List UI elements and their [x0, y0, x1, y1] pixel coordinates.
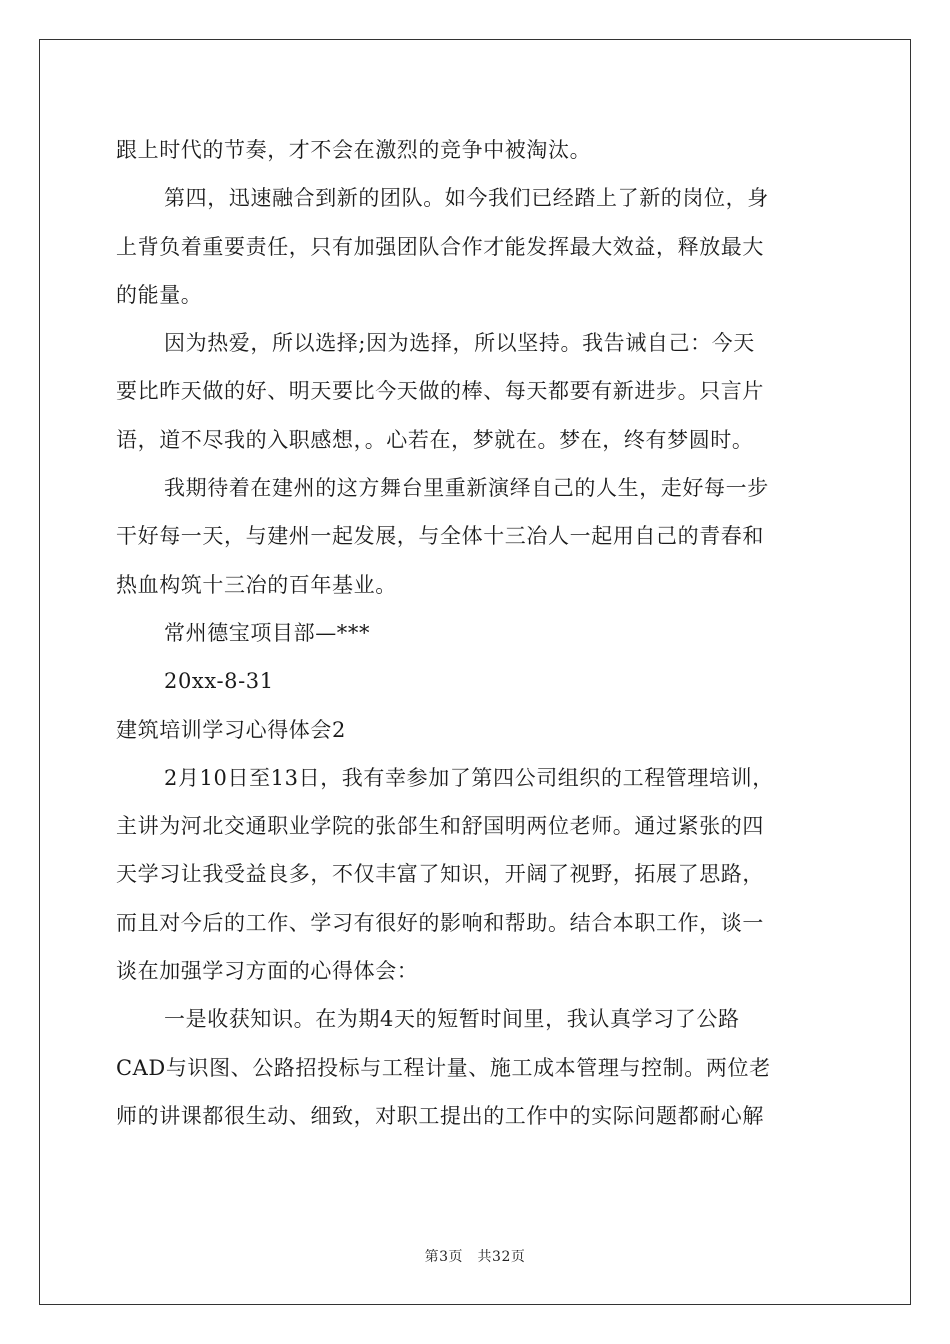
text-line: CAD与识图、公路招投标与工程计量、施工成本管理与控制。两位老	[116, 1055, 771, 1080]
text-line: 天学习让我受益良多，不仅丰富了知识，开阔了视野，拓展了思路，	[116, 862, 764, 887]
text-line: 语，道不尽我的入职感想，。心若在，梦就在。梦在，终有梦圆时。	[116, 427, 754, 452]
signature-line: 常州德宝项目部—***	[164, 620, 371, 645]
document-body	[116, 126, 836, 1140]
section-title: 建筑培训学习心得体会2	[116, 717, 346, 742]
text-line: 2月10日至13日，我有幸参加了第四公司组织的工程管理培训，	[164, 765, 774, 790]
text-line: 因为热爱，所以选择;因为选择，所以坚持。我告诫自己：今天	[164, 331, 755, 356]
text-line: 上背负着重要责任，只有加强团队合作才能发挥最大效益，释放最大	[116, 234, 764, 259]
text-line: 谈在加强学习方面的心得体会：	[116, 959, 419, 984]
text-line: 要比昨天做的好、明天要比今天做的棒、每天都要有新进步。只言片	[116, 379, 764, 404]
page-number-footer: 第3页 共32页	[424, 1249, 526, 1265]
text-line: 跟上时代的节奏，才不会在激烈的竞争中被淘汰。	[116, 138, 592, 162]
text-line: 而且对今后的工作、学习有很好的影响和帮助。结合本职工作，谈一	[116, 910, 764, 935]
text-line: 干好每一天，与建州一起发展，与全体十三冶人一起用自己的青春和	[116, 524, 764, 549]
date-line: 20xx-8-31	[164, 669, 274, 694]
text-line: 一是收获知识。在为期4天的短暂时间里，我认真学习了公路	[164, 1007, 740, 1032]
text-line: 师的讲课都很生动、细致，对职工提出的工作中的实际问题都耐心解	[116, 1103, 764, 1128]
text-line: 热血构筑十三冶的百年基业。	[116, 572, 397, 597]
text-line: 我期待着在建州的这方舞台里重新演绎自己的人生，走好每一步	[164, 476, 769, 501]
text-line: 第四，迅速融合到新的团队。如今我们已经踏上了新的岗位，身	[164, 186, 769, 211]
text-line: 的能量。	[116, 282, 203, 307]
text-line: 主讲为河北交通职业学院的张郃生和舒国明两位老师。通过紧张的四	[116, 814, 764, 839]
